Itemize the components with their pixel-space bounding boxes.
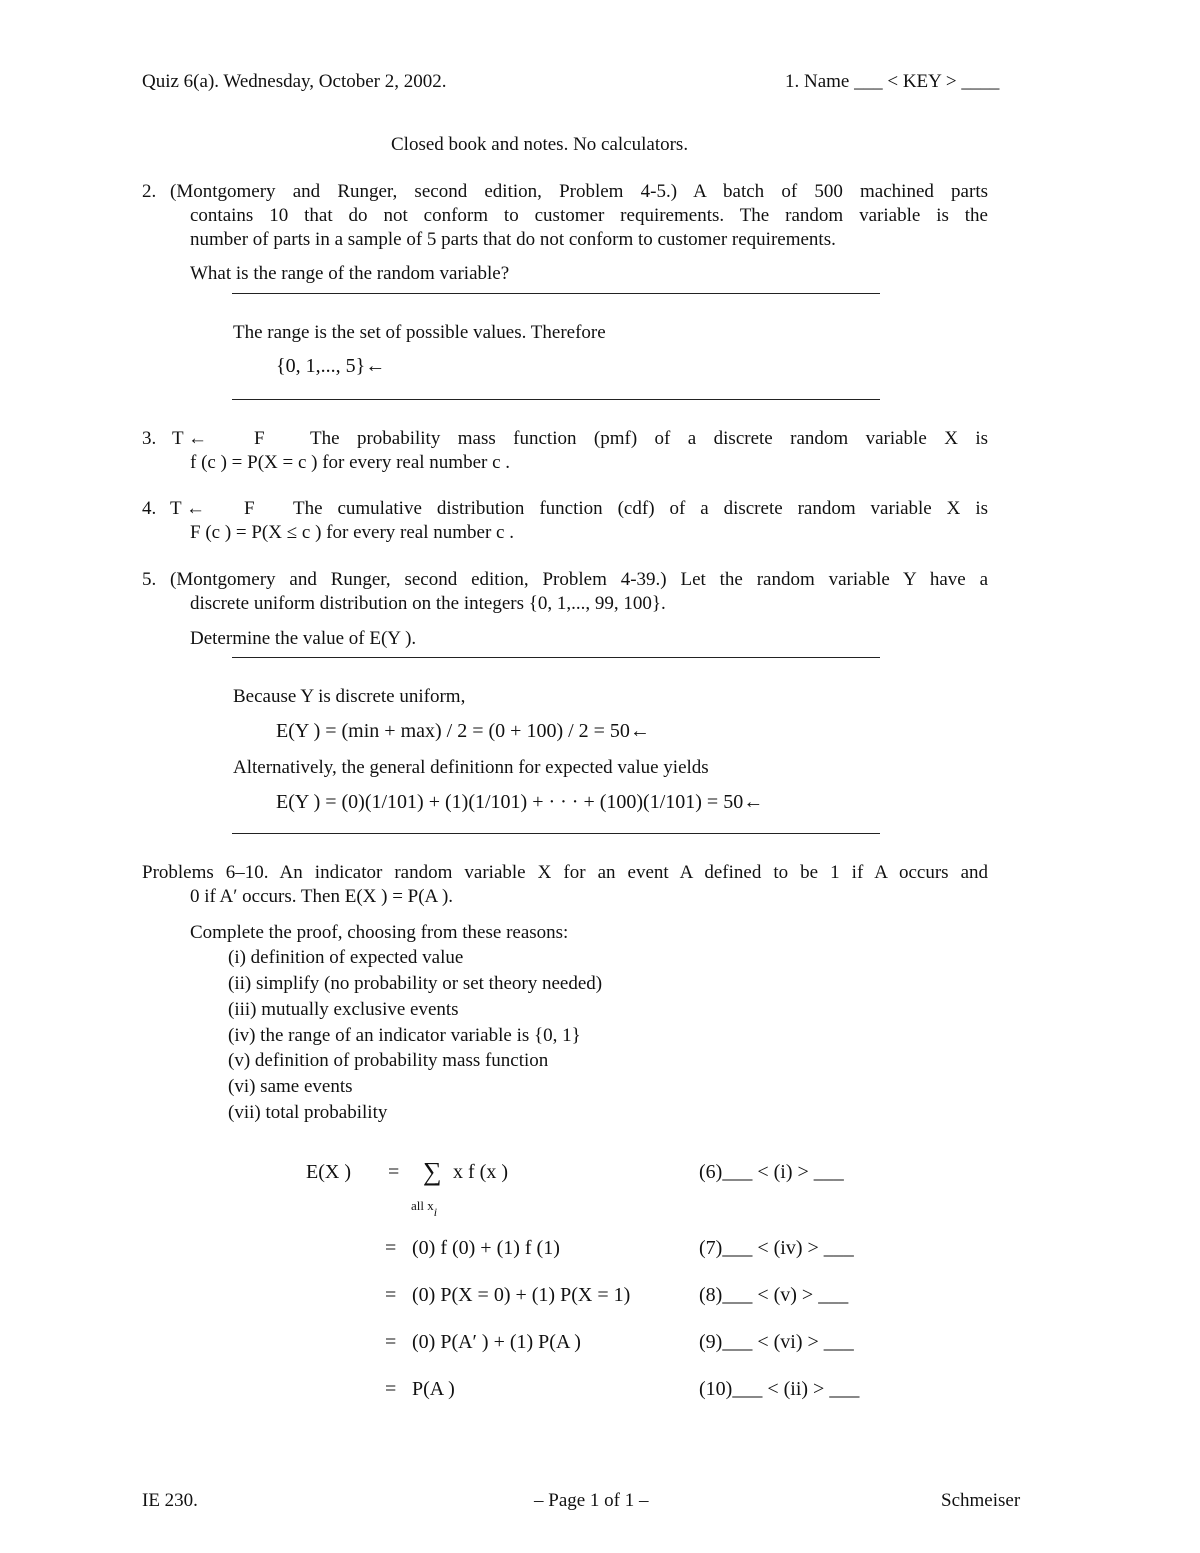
reason-item: (iii) mutually exclusive events <box>228 999 459 1020</box>
q5-line1: (Montgomery and Runger, second edition, Problem 4-39.) Let the random variable Y have a <box>170 569 988 590</box>
problems-intro-line2: 0 if A′ occurs. Then E(X ) = P(A ). <box>190 886 454 907</box>
sum-symbol: ∑ <box>423 1157 442 1186</box>
q5-answer-text1: Because Y is discrete uniform, <box>233 686 466 707</box>
q5-answer-bottom-rule <box>232 833 880 834</box>
q5-line2: discrete uniform distribution on the integers {0, 1,..., 99, 100}. <box>190 593 666 614</box>
q3-true-option: T ← <box>172 428 208 449</box>
proof-line3-expr: (0) P(X = 0) + (1) P(X = 1) <box>412 1284 631 1306</box>
q3-false-option: F <box>254 428 265 449</box>
answer-6: (6)___ < (i) > ___ <box>699 1161 844 1183</box>
proof-line4-expr: (0) P(A′ ) + (1) P(A ) <box>412 1331 581 1353</box>
q2-answer-math: {0, 1,..., 5}← <box>276 355 386 377</box>
q2-line1: (Montgomery and Runger, second edition, Problem 4-5.) A batch of 500 machined parts <box>170 181 988 202</box>
problems-intro-line1: Problems 6–10. An indicator random variable X for an event A defined to be 1 if A occurs and <box>142 862 988 883</box>
proof-eq: = <box>385 1378 397 1400</box>
q2-line2: contains 10 that do not conform to customer requirements. The random variable is the <box>190 205 988 226</box>
q4-false-option: F <box>244 498 255 519</box>
proof-eq: = <box>388 1161 400 1183</box>
reason-item: (iv) the range of an indicator variable is {0, 1} <box>228 1025 581 1046</box>
reason-item: (vi) same events <box>228 1076 353 1097</box>
complete-prompt: Complete the proof, choosing from these reasons: <box>190 922 569 943</box>
proof-line2-expr: (0) f (0) + (1) f (1) <box>412 1237 560 1259</box>
q5-number: 5. <box>142 569 157 590</box>
q2-line3: number of parts in a sample of 5 parts that do not conform to customer requirements. <box>190 229 836 250</box>
reason-item: (i) definition of expected value <box>228 947 464 968</box>
q2-question: What is the range of the random variable? <box>190 263 510 284</box>
proof-line5-expr: P(A ) <box>412 1378 455 1400</box>
q5-answer-math1: E(Y ) = (min + max) / 2 = (0 + 100) / 2 = 50← <box>276 720 650 742</box>
proof-line1-expr: x f (x ) <box>453 1161 508 1183</box>
q4-line2: F (c ) = P(X ≤ c ) for every real number c . <box>190 522 514 543</box>
name-line: 1. Name ___ < KEY > ____ <box>785 71 1000 92</box>
q2-number: 2. <box>142 181 157 202</box>
footer-course: IE 230. <box>142 1490 198 1511</box>
q3-line2: f (c ) = P(X = c ) for every real number c . <box>190 452 511 473</box>
proof-eq: = <box>385 1237 397 1259</box>
q3-line1: The probability mass function (pmf) of a discrete random variable X is <box>310 428 988 449</box>
sum-under-label: all xi <box>411 1198 438 1219</box>
q2-answer-bottom-rule <box>232 399 880 400</box>
q5-answer-text2: Alternatively, the general definitionn for expected value yields <box>233 757 709 778</box>
footer-page-number: – Page 1 of 1 – <box>534 1490 649 1511</box>
q3-number: 3. <box>142 428 157 449</box>
proof-lhs: E(X ) <box>306 1161 351 1183</box>
reason-item: (ii) simplify (no probability or set theory needed) <box>228 973 603 994</box>
reason-item: (v) definition of probability mass function <box>228 1050 549 1071</box>
q5-question: Determine the value of E(Y ). <box>190 628 417 649</box>
q2-answer-text: The range is the set of possible values. Therefore <box>233 322 606 343</box>
answer-7: (7)___ < (iv) > ___ <box>699 1237 854 1259</box>
answer-8: (8)___ < (v) > ___ <box>699 1284 849 1306</box>
proof-eq: = <box>385 1284 397 1306</box>
quiz-title: Quiz 6(a). Wednesday, October 2, 2002. <box>142 71 447 92</box>
q5-answer-top-rule <box>232 657 880 658</box>
q4-line1: The cumulative distribution function (cdf) of a discrete random variable X is <box>293 498 988 519</box>
q4-number: 4. <box>142 498 157 519</box>
q5-answer-math2: E(Y ) = (0)(1/101) + (1)(1/101) + · · · + (100)(1/101) = 50← <box>276 791 764 813</box>
footer-author: Schmeiser <box>941 1490 1021 1511</box>
proof-eq: = <box>385 1331 397 1353</box>
q2-answer-top-rule <box>232 293 880 294</box>
answer-10: (10)___ < (ii) > ___ <box>699 1378 860 1400</box>
answer-9: (9)___ < (vi) > ___ <box>699 1331 854 1353</box>
reason-item: (vii) total probability <box>228 1102 388 1123</box>
q4-true-option: T ← <box>170 498 206 519</box>
instructions: Closed book and notes. No calculators. <box>391 134 689 155</box>
